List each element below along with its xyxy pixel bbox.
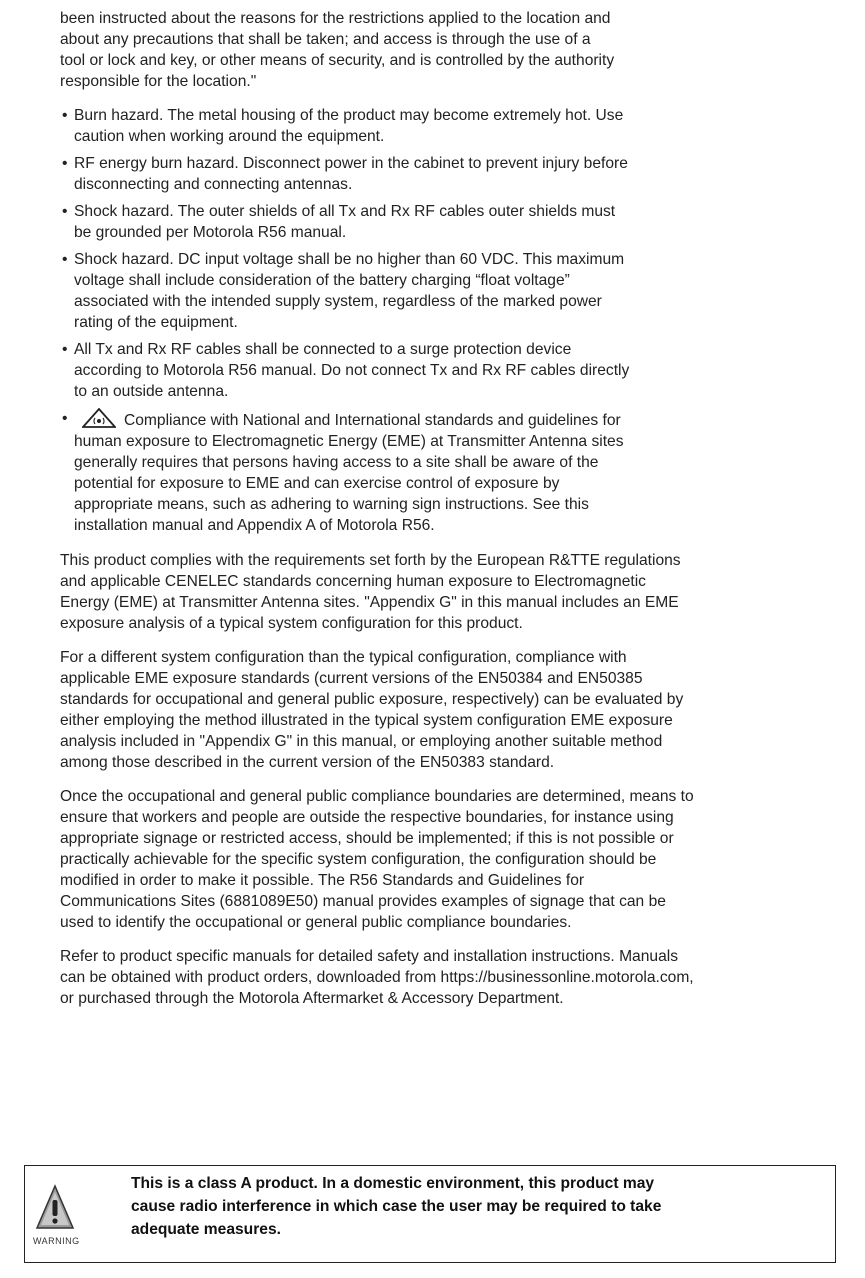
text-line: practically achievable for the specific system configuration, the configuration should be: [60, 851, 657, 868]
list-item: [60, 408, 860, 536]
text-line: and applicable CENELEC standards concerning human exposure to Electromagnetic: [60, 573, 646, 590]
bullet-marker: •: [62, 203, 68, 220]
text-line: or purchased through the Motorola Aftermarket & Accessory Department.: [60, 990, 564, 1007]
text-line: [74, 408, 860, 431]
text-line: modified in order to make it possible. The R56 Standards and Guidelines for: [60, 872, 585, 889]
text-line: used to identify the occupational or general public compliance boundaries.: [60, 914, 572, 931]
bullet-marker: •: [62, 341, 68, 358]
text-line: to an outside antenna.: [74, 383, 229, 400]
text-line: ensure that workers and people are outside the respective boundaries, for instance using: [60, 809, 674, 826]
text-line: Burn hazard. The metal housing of the product may become extremely hot. Use: [74, 107, 624, 124]
text-line: This product complies with the requirements set forth by the European R&TTE regulations: [60, 552, 681, 569]
text-line: potential for exposure to EME and can exercise control of exposure by: [74, 475, 560, 492]
paragraph: [60, 647, 860, 773]
text-line: Communications Sites (6881089E50) manual provides examples of signage that can be: [60, 893, 666, 910]
text-line: about any precautions that shall be taken; and access is through the use of a: [60, 31, 591, 48]
bullet-marker: •: [62, 410, 68, 427]
text-line: rating of the equipment.: [74, 314, 238, 331]
eme-radiation-warning-icon: [82, 408, 116, 428]
text-line: generally requires that persons having access to a site shall be aware of the: [74, 454, 599, 471]
bullet-marker: •: [62, 155, 68, 172]
hazard-list: [60, 105, 860, 536]
text-line: Once the occupational and general public compliance boundaries are determined, means to: [60, 788, 694, 805]
warning-text: [131, 1172, 661, 1241]
text-line: Shock hazard. DC input voltage shall be no higher than 60 VDC. This maximum: [74, 251, 625, 268]
bullet-marker: •: [62, 107, 68, 124]
compliance-paragraphs: [60, 550, 860, 1009]
text-line: Shock hazard. The outer shields of all Tx and Rx RF cables outer shields must: [74, 203, 616, 220]
text-line: exposure analysis of a typical system configuration for this product.: [60, 615, 523, 632]
warning-line: adequate measures.: [131, 1221, 281, 1238]
document-body: [60, 8, 860, 1022]
paragraph: [60, 946, 860, 1009]
paragraph: [60, 550, 860, 634]
list-item: [60, 201, 860, 243]
text-line: either employing the method illustrated in the typical system configuration EME exposure: [60, 712, 673, 729]
text-line: among those described in the current version of the EN50383 standard.: [60, 754, 555, 771]
text-line: appropriate signage or restricted access, should be implemented; if this is not possible or: [60, 830, 674, 847]
text-line: applicable EME exposure standards (current versions of the EN50384 and EN50385: [60, 670, 643, 687]
warning-box: [24, 1165, 836, 1263]
text-line: For a different system configuration than the typical configuration, compliance with: [60, 649, 627, 666]
text-line: Energy (EME) at Transmitter Antenna sites. "Appendix G" in this manual includes an EME: [60, 594, 679, 611]
list-item: [60, 339, 860, 402]
bullet-marker: •: [62, 251, 68, 268]
warning-triangle-icon: [35, 1184, 75, 1230]
warning-line: This is a class A product. In a domestic environment, this product may: [131, 1175, 655, 1192]
text-line: standards for occupational and general public exposure, respectively) can be evaluated by: [60, 691, 684, 708]
text-line: according to Motorola R56 manual. Do not connect Tx and Rx RF cables directly: [74, 362, 630, 379]
list-item: [60, 249, 860, 333]
text-line: installation manual and Appendix A of Motorola R56.: [74, 517, 435, 534]
text-line: Refer to product specific manuals for detailed safety and installation instructions. Manuals: [60, 948, 679, 965]
text-line: be grounded per Motorola R56 manual.: [74, 224, 347, 241]
text-line: responsible for the location.": [60, 73, 257, 90]
text-line: been instructed about the reasons for the restrictions applied to the location and: [60, 10, 611, 27]
text-line: tool or lock and key, or other means of security, and is controlled by the authority: [60, 52, 615, 69]
text-line: appropriate means, such as adhering to warning sign instructions. See this: [74, 496, 589, 513]
warning-label: WARNING: [33, 1236, 80, 1246]
warning-line: cause radio interference in which case the user may be required to take: [131, 1198, 662, 1215]
list-item: [60, 105, 860, 147]
text-line: disconnecting and connecting antennas.: [74, 176, 353, 193]
text-line: caution when working around the equipment.: [74, 128, 385, 145]
text-line: human exposure to Electromagnetic Energy (EME) at Transmitter Antenna sites: [74, 433, 624, 450]
text-line: analysis included in "Appendix G" in this manual, or employing another suitable method: [60, 733, 663, 750]
text-line: associated with the intended supply system, regardless of the marked power: [74, 293, 602, 310]
text-line: RF energy burn hazard. Disconnect power in the cabinet to prevent injury before: [74, 155, 628, 172]
text-line: voltage shall include consideration of the battery charging “float voltage”: [74, 272, 570, 289]
text-line: can be obtained with product orders, downloaded from https://businessonline.motorola.com,: [60, 969, 694, 986]
list-item: [60, 153, 860, 195]
text-segment: Compliance with National and International standards and guidelines for: [124, 412, 621, 429]
text-line: All Tx and Rx RF cables shall be connected to a surge protection device: [74, 341, 572, 358]
paragraph: [60, 786, 860, 933]
intro-paragraph: [60, 8, 860, 92]
